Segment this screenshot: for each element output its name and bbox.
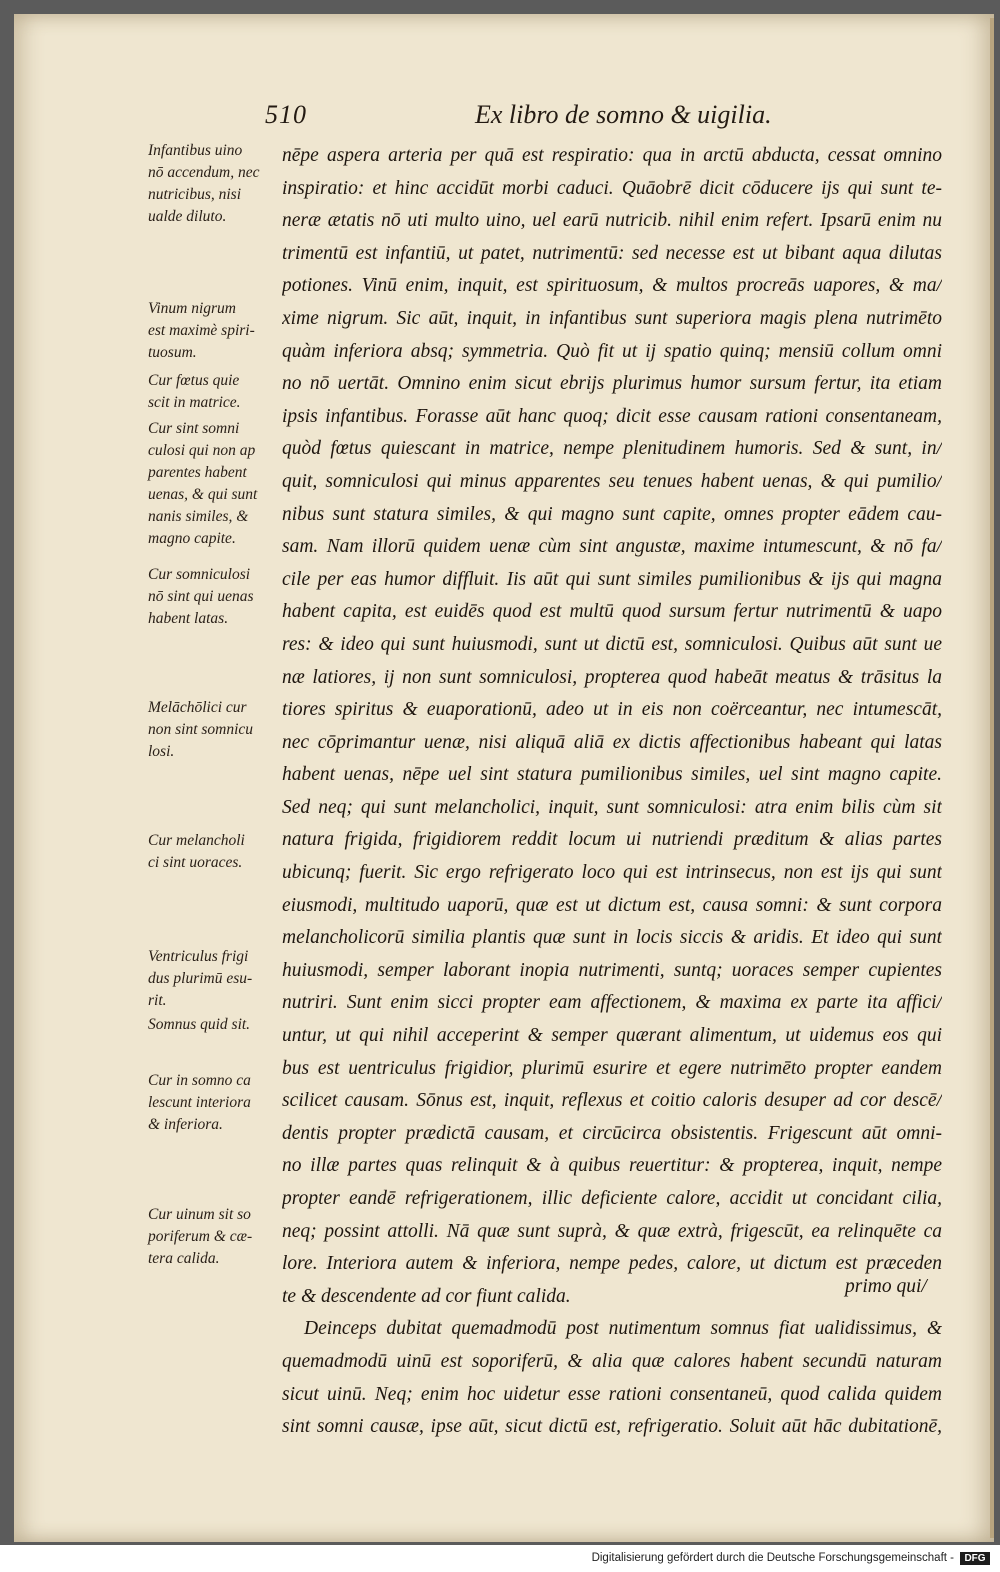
margin-note: [148, 830, 280, 874]
text-line: sam. Nam illorū quidem uenæ cùm sint angustæ, maxime intumescunt, & nō fa/: [282, 536, 942, 558]
margin-note-line: habent latas.: [148, 610, 229, 627]
margin-note: [148, 1070, 280, 1136]
text-line: huiusmodi, semper laborant inopia nutrimenti, suntq; uoraces semper cupientes: [282, 959, 942, 981]
margin-note: [148, 140, 280, 228]
text-line: no nō uertāt. Omnino enim sicut ebrijs plurimus humor sursum fertur, ita etiam: [282, 373, 942, 395]
text-line: cile per eas humor diffluit. Iis aūt qui sunt similes pumilionibus & ijs qui magna: [282, 568, 942, 590]
margin-note-line: Somnus quid sit.: [148, 1016, 251, 1033]
margin-note-line: ualde diluto.: [148, 208, 227, 225]
margin-note-line: scit in matrice.: [148, 394, 241, 411]
text-line: sicut uinū. Neq; enim hoc uidetur esse rationi consentaneū, quod calida quidem: [282, 1383, 942, 1405]
margin-note-line: Vinum nigrum: [148, 300, 236, 317]
text-line: te & descendente ad cor fiunt calida.: [282, 1285, 571, 1307]
margin-note-line: nō sint qui uenas: [148, 588, 254, 605]
margin-note-line: ci sint uoraces.: [148, 854, 243, 871]
text-line: nēpe aspera arteria per quā est respiratio: qua in arctū abducta, cessat omnino: [282, 145, 942, 166]
margin-note-line: magno capite.: [148, 530, 236, 547]
text-line: nibus sunt statura similes, & qui magno sunt capite, omnes propter eādem cau-: [282, 503, 942, 525]
text-line: tiores spiritus & euaporationū, adeo ut in eis non coërceantur, nec intumescāt,: [282, 699, 942, 721]
page-number: 510: [265, 100, 307, 129]
margin-note-line: nutricibus, nisi: [148, 186, 242, 203]
text-line: potiones. Vinū enim, inquit, est spirituosum, & multos procreās uapores, & ma/: [282, 275, 942, 297]
text-line: quòd fœtus quiescant in matrice, nempe plenitudinem humoris. Sed & sunt, in/: [282, 438, 942, 460]
margin-note-line: est maximè spiri-: [148, 322, 255, 339]
text-line: melancholicorū similia plantis quæ sunt in locis siccis & aridis. Et ideo qui sunt: [282, 927, 942, 949]
margin-note-line: culosi qui non ap: [148, 442, 256, 459]
text-line: habent capita, est euidēs quod est multū quod sursum fertur nutrimentū & uapo: [282, 601, 942, 623]
margin-note-line: Cur melancholi: [148, 832, 245, 849]
margin-note-line: non sint somnicu: [148, 721, 254, 738]
margin-note: [148, 697, 280, 763]
margin-note-line: losi.: [148, 743, 175, 760]
text-line: natura frigida, frigidiorem reddit locum ui nutriendi præditum & alias partes: [282, 829, 942, 851]
margin-note-line: tera calida.: [148, 1250, 220, 1267]
catchword: primo qui/: [845, 1276, 927, 1297]
margin-note-line: Cur in somno ca: [148, 1072, 251, 1089]
margin-note-line: & inferiora.: [148, 1116, 223, 1133]
margin-note: [148, 946, 280, 1012]
margin-note-line: dus plurimū esu-: [148, 970, 253, 987]
margin-note-line: Cur fœtus quie: [148, 372, 240, 389]
text-line: untur, ut qui nihil acceperint & semper quærant alimentum, ut uidemus eos qui: [282, 1025, 942, 1047]
footer-credit: Digitalisierung gefördert durch die Deutsche Forschungsgemeinschaft -: [591, 1552, 954, 1564]
text-line: neræ ætatis nō uti multo uino, uel earū nutricib. nihil enim refert. Ipsarū enim nu: [282, 210, 942, 232]
margin-note-line: poriferum & cæ-: [148, 1228, 253, 1245]
text-line: neq; possint attolli. Nā quæ sunt suprà, & quæ extrà, frigescūt, ea relinquēte ca: [282, 1220, 942, 1242]
text-line: nec cōprimantur uenæ, nisi aliquā aliā ex dictis affectionibus habeant qui latas: [282, 731, 942, 753]
margin-note: [148, 298, 280, 364]
margin-note: [148, 1014, 280, 1036]
margin-note-line: lescunt interiora: [148, 1094, 251, 1111]
text-line: scilicet causam. Sōnus est, inquit, reflexus et coitio caloris desuper ad cor descē/: [282, 1090, 942, 1112]
footer-bar: [0, 1545, 1000, 1572]
text-line: nutriri. Sunt enim sicci propter eam affectionem, & maxima ex parte ita affici/: [282, 992, 942, 1014]
margin-note-line: Cur sint somni: [148, 420, 240, 437]
margin-note: [148, 564, 280, 630]
text-line: eiusmodi, multitudo uaporū, quæ est ut dictum est, causa somni: & sunt corpora: [282, 894, 942, 916]
margin-note: [148, 418, 280, 550]
text-line: xime nigrum. Sic aūt, inquit, in infantibus sunt superiora magis plena nutrimēto: [282, 307, 942, 329]
margin-note-line: Cur somniculosi: [148, 566, 251, 583]
text-line: quàm inferiora absq; symmetria. Quò fit ut ij spatio quinq; mensiū collum omni: [282, 340, 942, 362]
text-line: næ latiores, ij non sunt somniculosi, propterea quod habeāt meatus & trāsitus la: [282, 666, 942, 688]
running-title: Ex libro de somno & uigilia.: [475, 100, 772, 129]
body-text: [282, 140, 942, 1444]
text-line: Sed neq; qui sunt melancholici, inquit, sunt somniculosi: atra enim bilis cùm sit: [282, 796, 942, 818]
text-line: no illæ partes quas relinquit & à quibus reuertitur: & propterea, inquit, nempe: [282, 1155, 942, 1177]
margin-note-line: Melāchōlici cur: [148, 699, 247, 716]
text-line: quit, somniculosi qui minus apparentes seu tenues habent uenas, & qui pumilio/: [282, 470, 942, 492]
text-line: Deinceps dubitat quemadmodū post nutimentum somnus fiat ualidissimus, &: [304, 1318, 942, 1340]
text-line: dentis propter prædictā causam, et circūcirca obsistentis. Frigescunt aūt omni-: [282, 1122, 942, 1144]
margin-note: [148, 1204, 280, 1270]
margin-note-line: parentes habent: [148, 464, 247, 481]
page-edge: [990, 18, 994, 1538]
margin-note-line: Cur uinum sit so: [148, 1206, 251, 1223]
margin-note-line: rit.: [148, 992, 167, 1009]
text-line: bus est uentriculus frigidior, plurimū esurire et egere nutrimēto propter eandem: [282, 1057, 942, 1079]
text-line: ipsis infantibus. Forasse aūt hanc quoq; dicit esse causam rationi consentaneam,: [282, 405, 942, 427]
text-line: propter eandē refrigerationem, illic deficiente calore, accidit ut concidant cilia,: [282, 1188, 942, 1209]
text-line: trimentū est infantiū, ut patet, nutrimentū: sed necesse est ut bibant aqua dilutas: [282, 242, 942, 264]
text-line: sint somni causæ, ipse aūt, sicut dictū est, refrigeratio. Soluit aūt hāc dubitationē,: [282, 1416, 942, 1438]
margin-note-line: Ventriculus frigi: [148, 948, 249, 965]
margin-note-line: Infantibus uino: [148, 142, 243, 159]
text-line: res: & ideo qui sunt huiusmodi, sunt ut dictū est, somniculosi. Quibus aūt sunt ue: [282, 633, 942, 655]
margin-note-line: uenas, & qui sunt: [148, 486, 258, 503]
text-line: habent uenas, nēpe uel sint statura pumilionibus similes, uel sint magno capite.: [282, 764, 942, 786]
text-line: quemadmodū uinū est soporiferū, & alia quæ calores habent secundū naturam: [282, 1350, 942, 1372]
margin-note-line: nō accendum, nec: [148, 164, 260, 181]
text-line: ubicunq; fuerit. Sic ergo refrigerato loco qui est intrinsecus, non est ijs qui sunt: [282, 862, 942, 884]
text-line: inspiratio: et hinc accidūt morbi caduci. Quāobrē dicit cōducere ijs qui sunt te-: [282, 177, 942, 199]
page-header: [265, 96, 805, 136]
text-line: lore. Interiora autem & inferiora, nempe pedes, calore, ut dictum est præceden: [282, 1253, 942, 1275]
margin-note-line: nanis similes, &: [148, 508, 249, 525]
margin-note: [148, 370, 280, 414]
dfg-logo: DFG: [960, 1552, 990, 1565]
margin-note-line: tuosum.: [148, 344, 197, 361]
